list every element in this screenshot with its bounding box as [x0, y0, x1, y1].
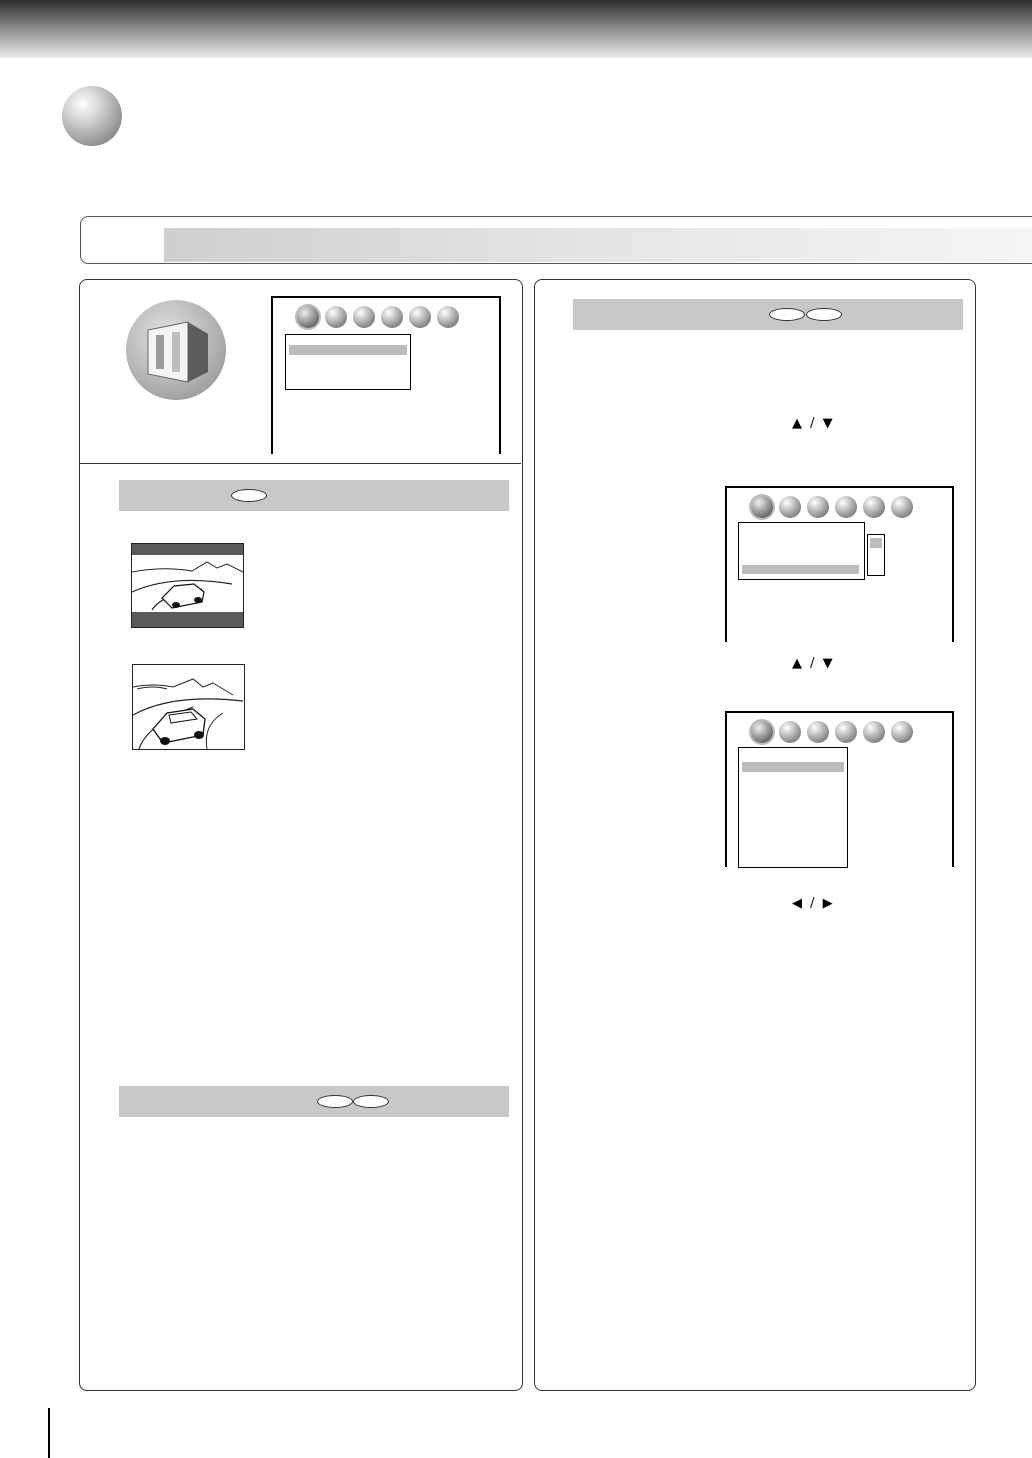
picture-icon	[751, 496, 773, 518]
section-sphere-icon	[62, 86, 122, 146]
osd-highlighted-row	[289, 345, 407, 355]
audio-icon	[325, 306, 347, 328]
section-title-fill	[164, 228, 1032, 262]
car-fullscreen-picture	[132, 664, 245, 750]
panel-divider	[80, 463, 521, 464]
parental-icon	[381, 306, 403, 328]
disc-icon	[807, 496, 829, 518]
disc-type-pill	[317, 1095, 353, 1108]
language-icon	[863, 721, 885, 743]
osd-screen-left	[271, 296, 501, 454]
right-subsection-bar	[573, 299, 963, 330]
osd-menu-list	[285, 334, 411, 390]
page-margin-rule	[48, 1408, 50, 1458]
parental-icon	[835, 721, 857, 743]
language-icon	[409, 306, 431, 328]
header-band	[0, 0, 1032, 58]
setup-icon	[891, 496, 913, 518]
disc-icon	[353, 306, 375, 328]
tv-screen-icon	[126, 300, 226, 400]
disc-type-pill	[231, 489, 267, 502]
audio-icon	[779, 721, 801, 743]
setup-icon	[437, 306, 459, 328]
setup-icon	[891, 721, 913, 743]
disc-icon	[807, 721, 829, 743]
disc-type-pill	[769, 308, 805, 321]
up-down-arrows: ▲ / ▼	[792, 656, 835, 671]
osd-screen-right-1	[725, 486, 954, 642]
language-icon	[863, 496, 885, 518]
osd-highlighted-row	[742, 762, 844, 772]
parental-icon	[835, 496, 857, 518]
disc-type-pill	[806, 308, 842, 321]
picture-icon	[751, 721, 773, 743]
audio-icon	[779, 496, 801, 518]
picture-icon	[297, 306, 319, 328]
subsection-bar-1	[119, 480, 509, 511]
osd-screen-right-2	[725, 711, 954, 867]
osd-highlighted-row	[742, 565, 859, 574]
car-letterbox-picture	[131, 543, 244, 628]
disc-type-pill	[353, 1095, 389, 1108]
left-right-arrows: ◀ / ▶	[792, 896, 835, 911]
osd-menu-list	[738, 522, 865, 580]
osd-submenu-highlight	[870, 538, 882, 548]
up-down-arrows: ▲ / ▼	[792, 416, 835, 431]
subsection-bar-2	[119, 1086, 509, 1117]
osd-menu-list	[738, 747, 848, 868]
osd-submenu	[867, 534, 885, 576]
